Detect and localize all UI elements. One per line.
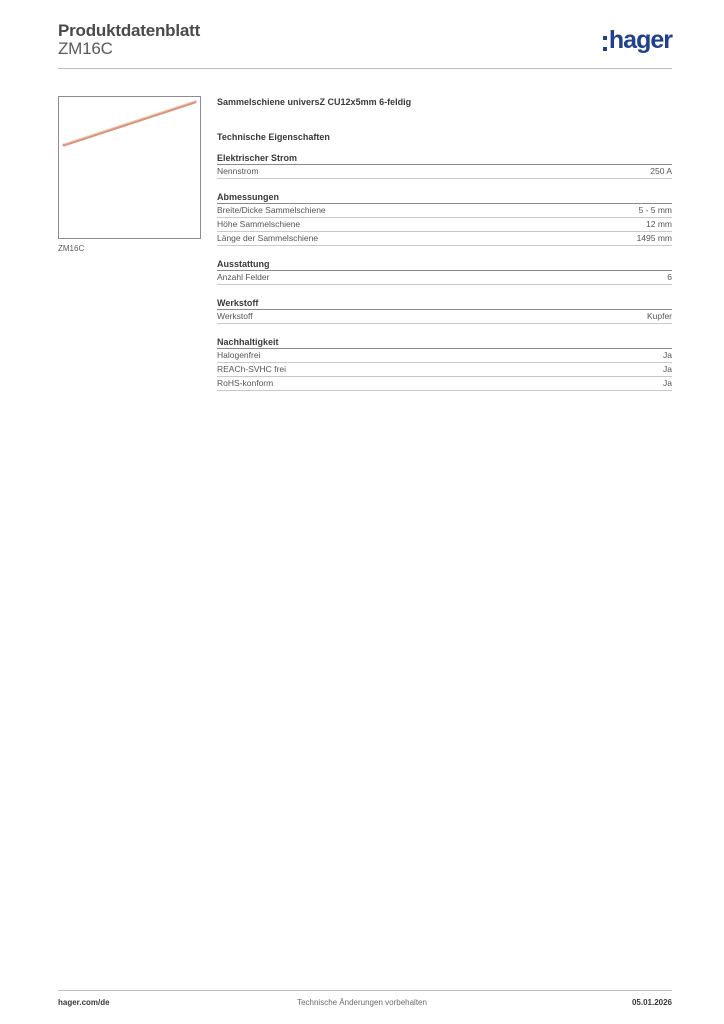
spec-group-nachhaltigkeit [217, 337, 672, 391]
spec-value: Kupfer [646, 311, 672, 321]
spec-value: Ja [663, 350, 672, 360]
spec-value: 250 A [650, 166, 672, 176]
group-title: Werkstoff [217, 298, 672, 310]
spec-label: Nennstrom [217, 166, 259, 176]
group-title: Abmessungen [217, 192, 672, 204]
spec-label: Höhe Sammelschiene [217, 219, 301, 229]
logo-dots-icon [603, 36, 607, 51]
spec-group-werkstoff [217, 298, 672, 324]
product-name: Sammelschiene universZ CU12x5mm 6-feldig [217, 97, 412, 107]
busbar-shape [64, 102, 195, 145]
spec-value: Ja [663, 364, 672, 374]
image-caption: ZM16C [58, 244, 85, 253]
spec-row [217, 377, 672, 391]
spec-value: 5 - 5 mm [638, 205, 672, 215]
header-divider [58, 68, 672, 69]
group-title: Elektrischer Strom [217, 153, 672, 165]
busbar-illustration [59, 97, 200, 238]
spec-row [217, 363, 672, 377]
footer-website-link[interactable]: hager.com/de [58, 998, 110, 1007]
footer-date: 05.01.2026 [631, 998, 672, 1007]
spec-label: Länge der Sammelschiene [217, 233, 319, 243]
group-title: Ausstattung [217, 259, 672, 271]
spec-row [217, 232, 672, 246]
spec-row [217, 165, 672, 179]
section-title: Technische Eigenschaften [217, 132, 330, 142]
spec-row [217, 310, 672, 324]
spec-value: 1495 mm [636, 233, 672, 243]
spec-label: Breite/Dicke Sammelschiene [217, 205, 326, 215]
spec-value: Ja [663, 378, 672, 388]
spec-label: REACh-SVHC frei [217, 364, 286, 374]
spec-group-abmessungen [217, 192, 672, 246]
spec-group-ausstattung [217, 259, 672, 285]
header-title: Produktdatenblatt [58, 21, 201, 40]
spec-group-elektrischer-strom [217, 153, 672, 179]
product-image [58, 96, 201, 239]
spec-value: 6 [667, 272, 672, 282]
logo-text: hager [608, 26, 672, 54]
footer-divider [58, 990, 672, 991]
busbar-highlight [64, 101, 195, 144]
spec-row [217, 271, 672, 285]
spec-content [217, 96, 672, 404]
group-title: Nachhaltigkeit [217, 337, 672, 349]
spec-value: 12 mm [646, 219, 672, 229]
spec-label: Werkstoff [217, 311, 253, 321]
hager-logo [603, 28, 672, 53]
article-number: ZM16C [58, 39, 113, 58]
footer-disclaimer: Technische Änderungen vorbehalten [297, 998, 427, 1007]
spec-row [217, 218, 672, 232]
spec-row [217, 349, 672, 363]
spec-label: Anzahl Felder [217, 272, 270, 282]
spec-label: Halogenfrei [217, 350, 261, 360]
spec-label: RoHS-konform [217, 378, 274, 388]
spec-row [217, 204, 672, 218]
